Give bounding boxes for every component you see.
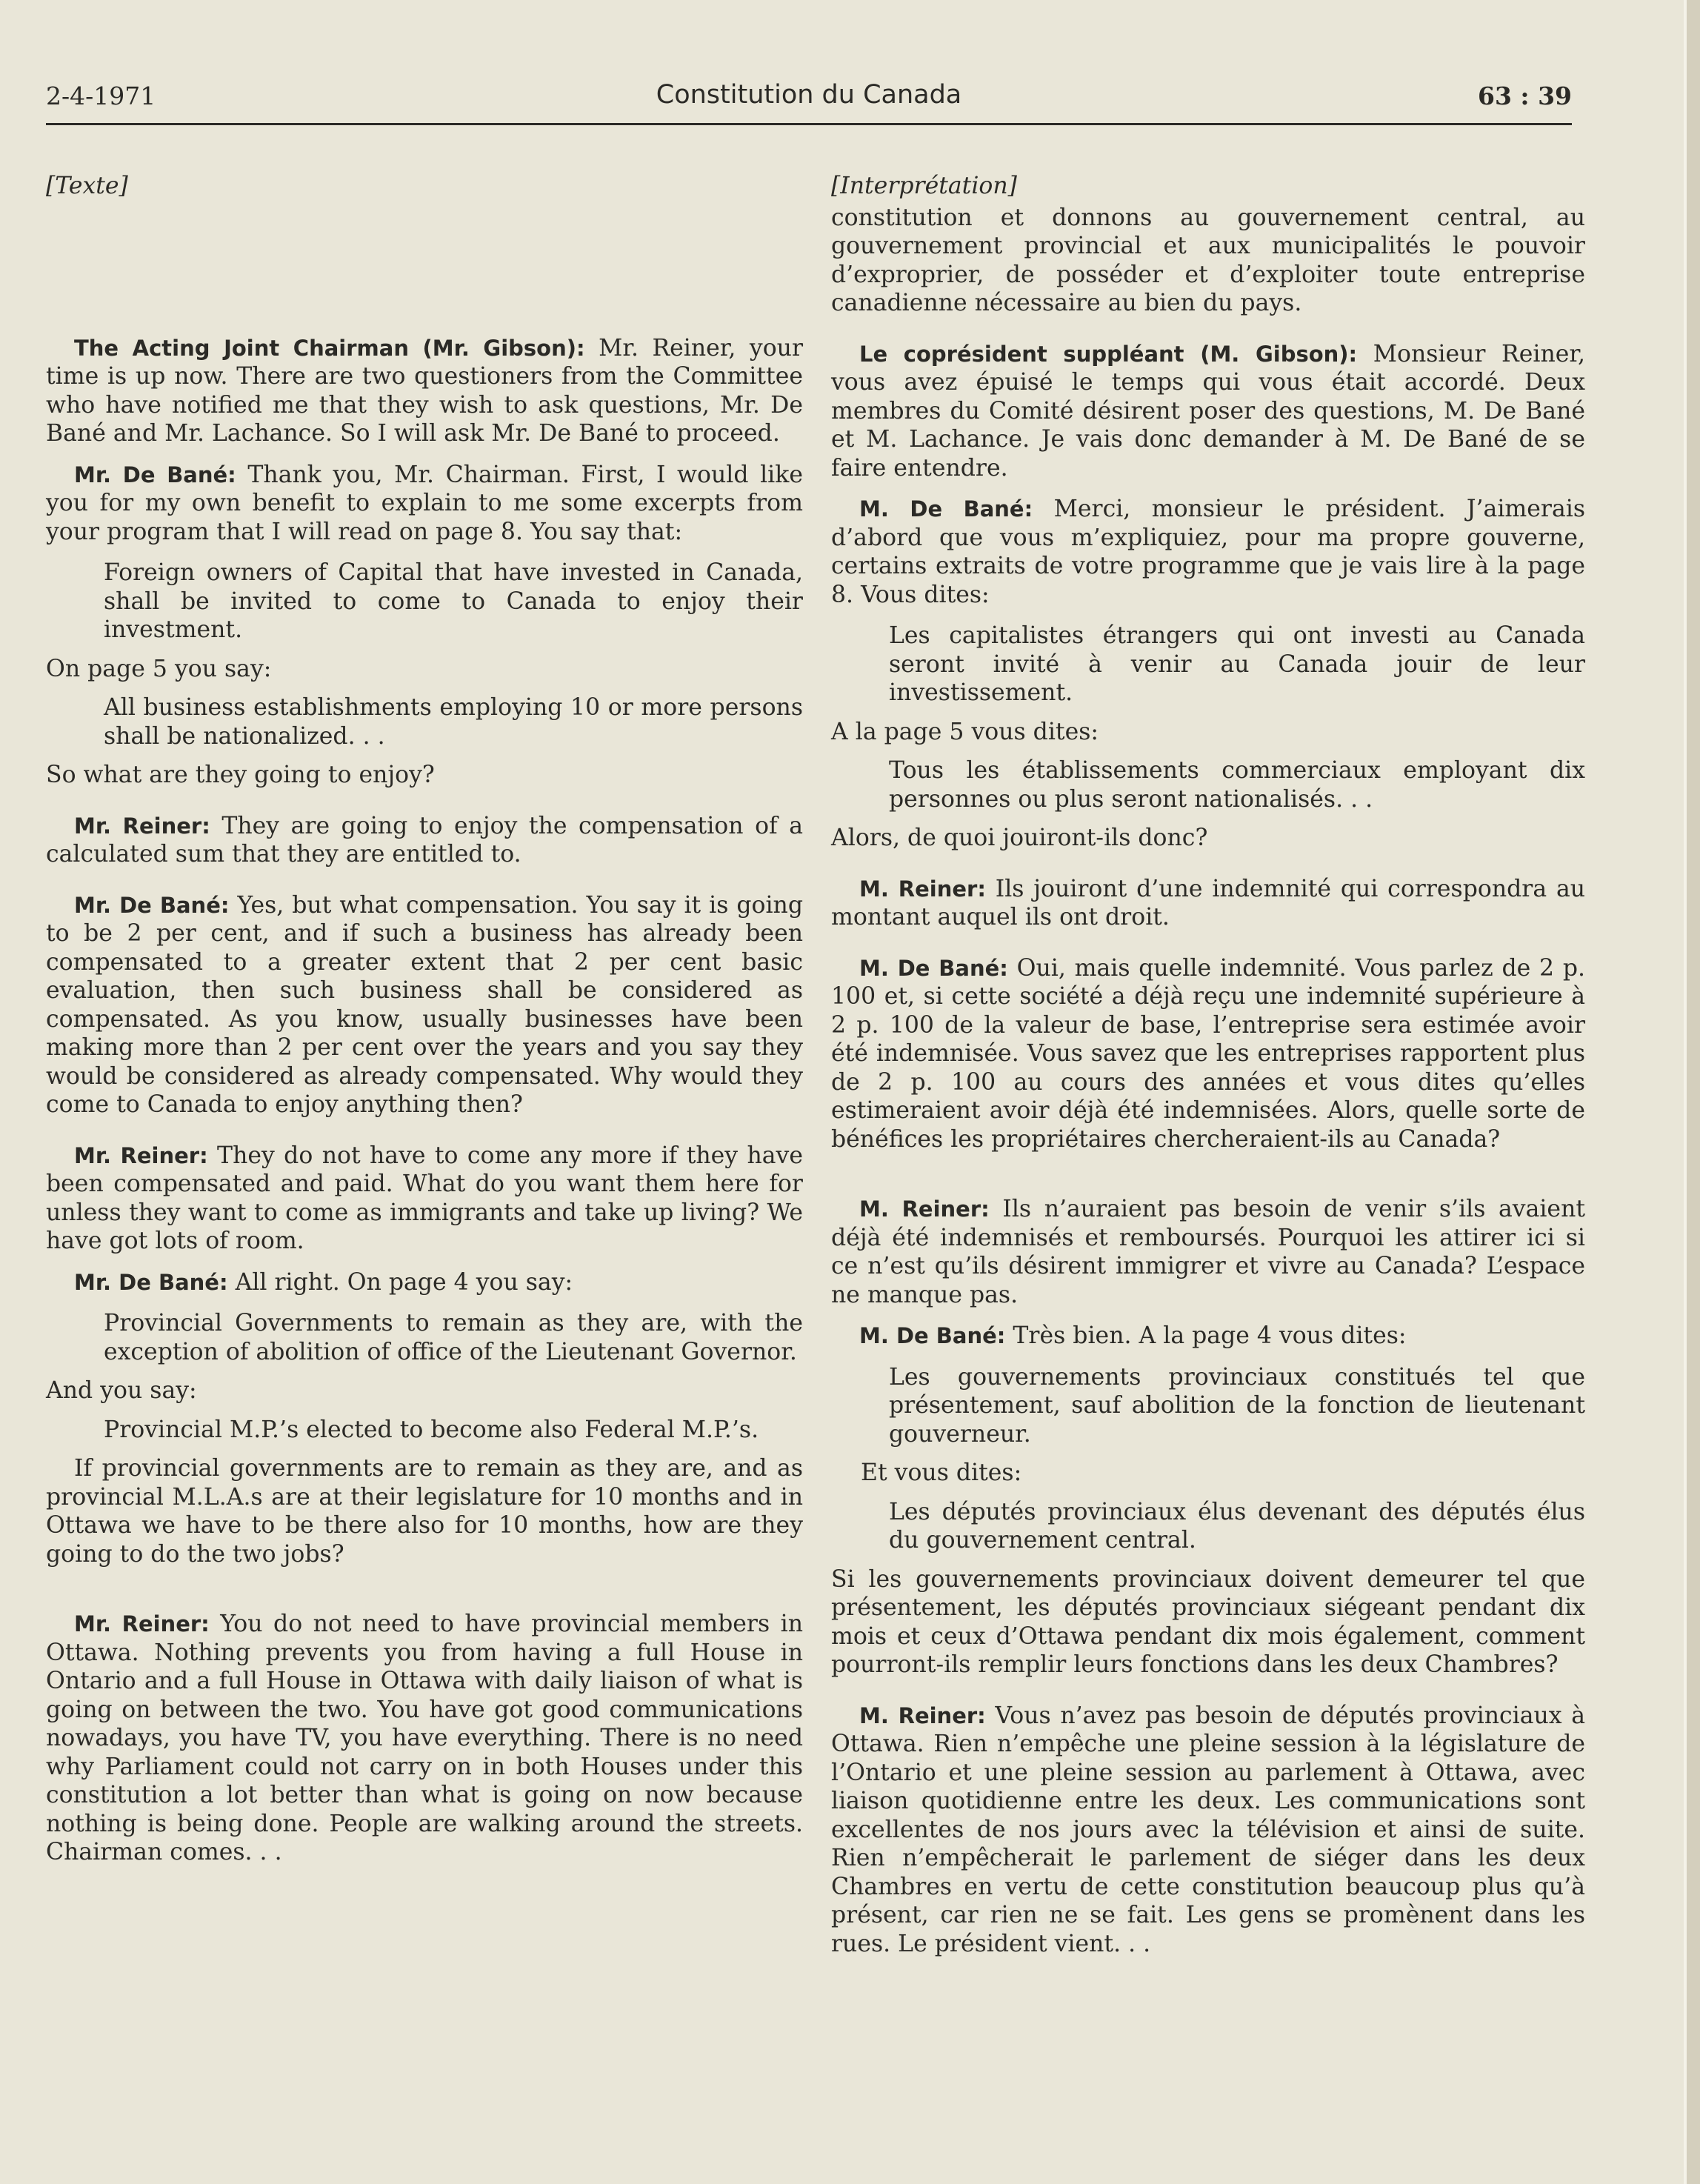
- speech-text: Ils n’auraient pas besoin de venir s’ils avaient déjà été indemnisés et remboursés. Pourquoi les attirer ici si ce n’est qu’ils désirent immigrer et vivre au Canada? L’espace ne manque pas.: [831, 1196, 1586, 1308]
- speaker-name: Mr. Reiner:: [74, 1611, 210, 1637]
- speaker-name: M. De Bané:: [859, 955, 1008, 981]
- paragraph: If provincial governments are to remain as they are, and as provincial M.L.A.s are at their legislature for 10 months and in Ottawa we have to be there also for 10 months, how are they going to do the two jobs?: [46, 1455, 803, 1568]
- plain-line: Alors, de quoi jouiront-ils donc?: [831, 825, 1208, 851]
- speech-text: Thank you, Mr. Chairman. First, I would like you for my own benefit to explain to me some excerpts from your program that I will read on page 8. You say that:: [46, 461, 803, 545]
- paragraph: [46, 334, 803, 448]
- block-quote: Les députés provinciaux élus devenant des députés élus du gouvernement central.: [889, 1498, 1585, 1554]
- paragraph: Si les gouvernements provinciaux doivent demeurer tel que présentement, les députés provinciaux siégeant pendant dix mois et ceux d’Ottawa pendant dix mois également, comment pourront-ils remplir leurs fonctions dans les deux Chambres?: [831, 1565, 1585, 1678]
- speaker-name: M. Reiner:: [859, 876, 986, 902]
- plain-line: Et vous dites:: [861, 1459, 1022, 1486]
- header-rule: [46, 123, 1572, 125]
- paragraph: constitution et donnons au gouvernement central, au gouvernement provincial et aux municipalités le pouvoir d’exproprier, de posséder et d’exploiter toute entreprise canadienne nécessaire au bien du pays.: [831, 204, 1585, 316]
- paragraph: [831, 340, 1585, 483]
- plain-line: So what are they going to enjoy?: [46, 762, 435, 788]
- paragraph: [46, 461, 803, 547]
- paragraph: [46, 1142, 803, 1256]
- paragraph: [831, 1322, 1585, 1351]
- speech-text: You do not need to have provincial members in Ottawa. Nothing prevents you from having a full House in Ontario and a full House in Ottawa with daily liaison of what is going on between the two. You have got good communications nowadays, you have TV, you have everything. There is no need why Parliament could not carry on in both Houses under this constitution a lot better than what is going on now because nothing is being done. People are walking around the streets. Chairman comes. . .: [46, 1611, 803, 1865]
- header-page-number: 63 : 39: [1477, 81, 1572, 110]
- speech-text: They are going to enjoy the compensation of a calculated sum that they are entitled to.: [46, 812, 803, 868]
- plain-line: And you say:: [46, 1377, 197, 1404]
- page-header: [46, 80, 1572, 123]
- speaker-name: Le coprésident suppléant (M. Gibson):: [859, 341, 1358, 367]
- page-edge-shadow: [1687, 0, 1700, 2184]
- speaker-name: The Acting Joint Chairman (Mr. Gibson):: [74, 335, 585, 361]
- block-quote: Provincial M.P.’s elected to become also Federal M.P.’s.: [104, 1416, 759, 1443]
- block-quote: Tous les établissements commerciaux employant dix personnes ou plus seront nationalisés. . .: [889, 757, 1585, 813]
- speech-text: All right. On page 4 you say:: [227, 1268, 573, 1296]
- paragraph: [831, 875, 1585, 932]
- paragraph: [831, 954, 1585, 1154]
- speaker-name: Mr. De Bané:: [74, 892, 230, 918]
- speaker-name: M. Reiner:: [859, 1702, 986, 1728]
- french-column: [831, 172, 1585, 1971]
- plain-line: On page 5 you say:: [46, 655, 272, 682]
- speaker-name: Mr. De Bané:: [74, 1269, 228, 1295]
- speech-text: They do not have to come any more if they have been compensated and paid. What do you want them here for unless they want to come as immigrants and take up living? We have got lots of room.: [46, 1142, 803, 1254]
- speaker-name: M. De Bané:: [859, 1323, 1006, 1348]
- speech-text: Monsieur Reiner, vous avez épuisé le temps qui vous était accordé. Deux membres du Comité désirent poser des questions, M. De Bané et M. Lachance. Je vais donc demander à M. De Bané de se faire entendre.: [831, 340, 1585, 482]
- speech-text: Très bien. A la page 4 vous dites:: [1005, 1322, 1407, 1349]
- block-quote: All business establishments employing 10 or more persons shall be nationalized. . .: [104, 694, 803, 750]
- speech-text: Ils jouiront d’une indemnité qui correspondra au montant auquel ils ont droit.: [831, 875, 1586, 930]
- header-date: 2-4-1971: [46, 81, 156, 110]
- speech-text: Vous n’avez pas besoin de députés provinciaux à Ottawa. Rien n’empêche une pleine session à la législature de l’Ontario et une pleine session au parlement à Ottawa, avec liaison quotidienne entre les deux. Les communications sont excellentes de nos jours avec la télévision et ainsi de suite. Rien n’empêcherait le parlement de siéger dans les deux Chambres en vertu de cette constitution beaucoup plus qu’à présent, car rien ne se fait. Les gens se promènent dans les rues. Le président vient. . .: [831, 1702, 1585, 1957]
- section-tag: [Texte]: [46, 173, 128, 199]
- paragraph: [831, 1195, 1585, 1309]
- section-tag: [Interprétation]: [831, 173, 1017, 199]
- block-quote: Provincial Governments to remain as they are, with the exception of abolition of office of the Lieutenant Governor.: [104, 1310, 803, 1365]
- speech-text: Oui, mais quelle indemnité. Vous parlez de 2 p. 100 et, si cette société a déjà reçu une indemnité supérieure à 2 p. 100 de la valeur de base, l’entreprise sera estimée avoir été indemnisée. Vous savez que les entreprises rapportent plus de 2 p. 100 au cours des années et vous dites qu’elles estimeraient avoir déjà été indemnisées. Alors, quelle sorte de bénéfices les propriétaires chercheraient-ils au Canada?: [831, 954, 1585, 1153]
- paragraph: [46, 812, 803, 869]
- speech-text: Mr. Reiner, your time is up now. There are two questioners from the Committee who have notified me that they wish to ask questions, Mr. De Bané and Mr. Lachance. So I will ask Mr. De Bané to proceed.: [46, 334, 804, 447]
- paragraph: [46, 891, 803, 1119]
- block-quote: Foreign owners of Capital that have invested in Canada, shall be invited to come to Canada to enjoy their investment.: [104, 559, 803, 643]
- speaker-name: Mr. Reiner:: [74, 1142, 208, 1168]
- paragraph: [831, 1702, 1585, 1959]
- plain-line: A la page 5 vous dites:: [831, 718, 1099, 745]
- paragraph: [831, 495, 1585, 609]
- speaker-name: M. De Bané:: [859, 496, 1033, 522]
- paragraph: [46, 1610, 803, 1867]
- speech-text: Yes, but what compensation. You say it is going to be 2 per cent, and if such a business has already been compensated to a greater extent that 2 per cent basic evaluation, then such business shall be considered as compensated. As you know, usually businesses have been making more than 2 per cent over the years and you say they would be considered as already compensated. Why would they come to Canada to enjoy anything then?: [46, 891, 804, 1118]
- speaker-name: M. Reiner:: [859, 1196, 990, 1222]
- block-quote: Les capitalistes étrangers qui ont investi au Canada seront invité à venir au Canada jouir de leur investissement.: [889, 622, 1585, 706]
- speech-text: Merci, monsieur le président. J’aimerais d’abord que vous m’expliquiez, pour ma propre gouverne, certains extraits de votre programme que je vais lire à la page 8. Vous dites:: [831, 496, 1585, 608]
- block-quote: Les gouvernements provinciaux constitués tel que présentement, sauf abolition de la fonction de lieutenant gouverneur.: [889, 1363, 1585, 1448]
- english-column: [46, 172, 803, 1880]
- speaker-name: Mr. Reiner:: [74, 813, 210, 839]
- speaker-name: Mr. De Bané:: [74, 462, 236, 487]
- header-title: Constitution du Canada: [656, 80, 962, 110]
- paragraph: [46, 1268, 803, 1297]
